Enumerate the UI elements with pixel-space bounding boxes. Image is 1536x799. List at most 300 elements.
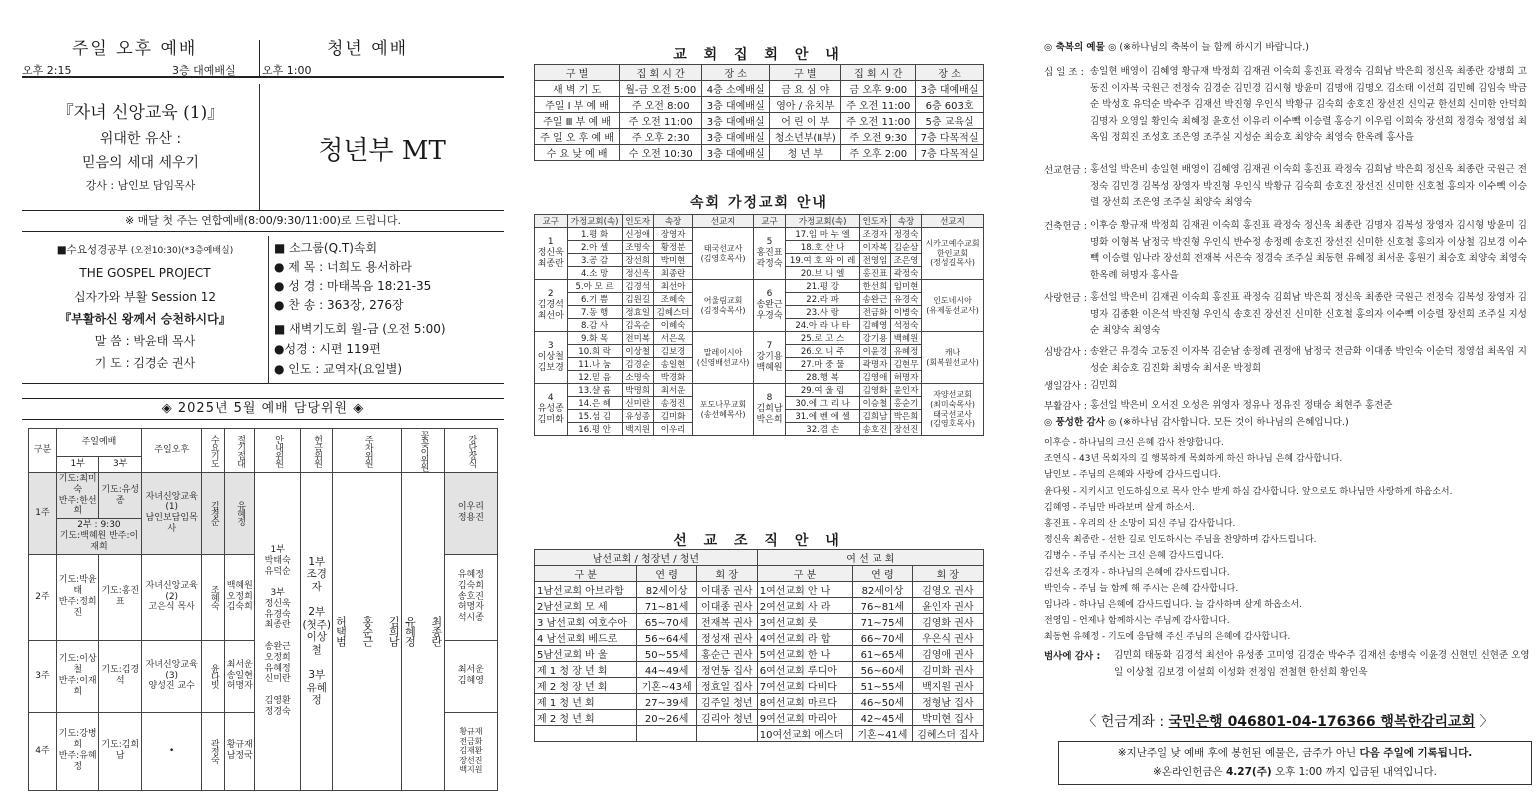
org-cell: 박미현 집사 bbox=[912, 710, 983, 726]
fam-head-cell: 인도자 bbox=[859, 215, 890, 228]
w4-p3: 기도:김희남 bbox=[99, 712, 142, 790]
org-cell: 20~26세 bbox=[637, 710, 696, 726]
org-head-right: 여 선 교 회 bbox=[757, 550, 983, 566]
flower-all: 최종란 유혜정 bbox=[403, 616, 443, 647]
meet-row bbox=[535, 145, 984, 161]
fam-cell: 강기용 bbox=[859, 332, 890, 345]
meet-cell: 5층 교육실 bbox=[916, 113, 984, 129]
thanks-item: 임나라 - 하나님 은혜에 감사드립니다. 늘 감사하며 살게 하옵소서. bbox=[1044, 600, 1302, 611]
fam-cell: 5.아 모 르 bbox=[567, 280, 622, 293]
w3-lect: 최서운 김혜영 bbox=[444, 640, 497, 712]
meet-cell: 4층 소예배실 bbox=[702, 81, 770, 97]
fam-cell: 김현무 bbox=[891, 358, 922, 371]
org-cell: 정형남 집사 bbox=[912, 694, 983, 710]
org-cell: 56~64세 bbox=[637, 630, 696, 646]
guide-all: 1부 박태숙 유덕순 3부 정신욱 유경숙 최종란 송완근 오정희 유혜정 신미란 김영환 정경숙 bbox=[255, 473, 301, 791]
fam-mission-right: 인도네시아 (유제동선교사) bbox=[922, 280, 984, 332]
fam-cell: 11.나 눔 bbox=[567, 358, 622, 371]
fam-head-cell: 속장 bbox=[653, 215, 693, 228]
meet-cell: 주 오전 11:00 bbox=[841, 97, 916, 113]
org-sub-head: 구 분 bbox=[535, 566, 637, 582]
fam-cell: 3.공 감 bbox=[567, 254, 622, 267]
fam-district-right: 6 송완근 우경숙 bbox=[753, 280, 786, 332]
org-cell: 이대종 권사 bbox=[696, 582, 757, 598]
fam-cell: 18.호 산 나 bbox=[786, 241, 860, 254]
meet-head-cell: 장 소 bbox=[916, 65, 984, 81]
meet-cell: 수 오전 10:30 bbox=[620, 145, 702, 161]
fam-cell: 전미복 bbox=[622, 332, 653, 345]
weekday-names: 김민희 태동화 김경석 최선아 유성종 고미영 김경순 박수주 김재선 송병숙 이윤경 신현민 신현준 오영일 이상철 김보경 이설희 이성화 전정임 전철현 한선희 황인욱 bbox=[1114, 650, 1530, 678]
org-cell: 71~81세 bbox=[637, 598, 696, 614]
thanks-title: ◎ 풍성한 감사 ◎ bbox=[1044, 417, 1117, 428]
meet-cell: 영아 / 유치부 bbox=[770, 97, 841, 113]
org-cell: 백지원 권사 bbox=[912, 678, 983, 694]
org-cell: 65~70세 bbox=[637, 614, 696, 630]
org-cell: 윤인자 권사 bbox=[912, 598, 983, 614]
fam-cell: 6.기 쁨 bbox=[567, 293, 622, 306]
fam-cell: 장영자 bbox=[653, 228, 693, 241]
thanks-item: 김병수 - 주님 주시는 크신 은혜 감사드립니다. bbox=[1044, 551, 1224, 562]
fam-cell: 최종란 bbox=[653, 267, 693, 280]
head-pm: 주일오후 bbox=[141, 429, 201, 473]
head-lect: 강단장식 bbox=[466, 434, 477, 467]
fam-cell: 곽명자 bbox=[859, 358, 890, 371]
fam-cell: 김경석 bbox=[622, 280, 653, 293]
fam-head-cell: 가정교회(속) bbox=[567, 215, 622, 228]
w3-wed: 윤다빗 bbox=[208, 664, 219, 689]
org-title: 선 교 조 직 안 내 bbox=[673, 533, 845, 549]
build-label: 건축헌금 : bbox=[1044, 221, 1087, 232]
thanks-item: 윤다윗 - 지키시고 인도하심으로 목사 안수 받게 하심 감사합니다. 앞으로도 하나님만 사랑하게 하옵소서. bbox=[1044, 486, 1453, 497]
fam-head-cell: 선교지 bbox=[693, 215, 753, 228]
meet-head-cell: 구 별 bbox=[770, 65, 841, 81]
org-cell: 기혼~43세 bbox=[637, 678, 696, 694]
meet-cell: 청소년부(Ⅱ부) bbox=[770, 129, 841, 145]
w2-p3: 기도:홍진표 bbox=[99, 554, 142, 640]
meeting-title: 교 회 집 회 안 내 bbox=[673, 47, 845, 63]
org-cell: 김영애 권사 bbox=[912, 646, 983, 662]
love-label: 사랑헌금 : bbox=[1044, 293, 1087, 304]
dawn-title: ■ 새벽기도회 월-금 (오전 5:00) bbox=[274, 322, 446, 336]
meet-cell: 주 오전 11:00 bbox=[841, 113, 916, 129]
org-cell: 김주일 청년 bbox=[696, 694, 757, 710]
meet-cell: 주 오전 11:00 bbox=[620, 113, 702, 129]
fam-cell: 김옥순 bbox=[622, 319, 653, 332]
org-cell: 44~49세 bbox=[637, 662, 696, 678]
org-cell: 기혼~41세 bbox=[853, 726, 912, 742]
org-row bbox=[535, 662, 984, 678]
thanks-item: 이후승 - 하나님의 크신 은혜 감사 찬양합니다. bbox=[1044, 438, 1224, 448]
thanks-item: 최동현 유혜정 - 기도에 응답해 주신 주님의 은혜에 감사합니다. bbox=[1044, 632, 1291, 643]
org-cell: 5여선교회 한 나 bbox=[757, 646, 852, 662]
org-row bbox=[535, 614, 984, 630]
head-host: 주차위원 bbox=[362, 434, 373, 467]
box2b: 4.27(주) bbox=[1226, 766, 1272, 778]
org-cell: 1남선교회 아브라함 bbox=[535, 582, 637, 598]
fam-cell: 28.행 복 bbox=[786, 371, 860, 384]
fam-cell: 이승철 bbox=[859, 397, 890, 410]
fam-cell: 백지원 bbox=[622, 423, 653, 436]
fam-cell: 김영화 bbox=[859, 384, 890, 397]
fam-district-left: 1 정신욱 최종란 bbox=[535, 228, 568, 280]
fam-cell: 16.평 안 bbox=[567, 423, 622, 436]
org-cell: 전재복 권사 bbox=[696, 614, 757, 630]
fam-cell: 22.라 파 bbox=[786, 293, 860, 306]
w4-jeol: 황규재 남정국 bbox=[225, 712, 255, 790]
meet-head-cell: 장 소 bbox=[702, 65, 770, 81]
w2-wed: 조혜숙 bbox=[208, 585, 219, 610]
thanks-item: 조연식 - 43년 목회자의 길 행복하게 목회하게 하신 하나님 은혜 감사합니다. bbox=[1044, 454, 1343, 465]
fam-district-left: 3 이상철 김보경 bbox=[535, 332, 568, 384]
fam-cell: 홍순기 bbox=[891, 397, 922, 410]
meet-cell: 7층 다목적실 bbox=[916, 145, 984, 161]
fam-cell: 2.아 셀 bbox=[567, 241, 622, 254]
thanks-item: 김혜영 - 주님만 바라보며 살게 하소서. bbox=[1044, 502, 1195, 513]
sermon-speaker: 강사 : 남인보 담임목사 bbox=[85, 179, 196, 192]
pm-time: 오후 2:15 bbox=[22, 64, 72, 77]
fam-head-cell: 선교지 bbox=[922, 215, 984, 228]
fam-cell: 12.믿 음 bbox=[567, 371, 622, 384]
org-row bbox=[535, 582, 984, 598]
fam-row bbox=[535, 332, 984, 345]
org-sub-head: 회 장 bbox=[696, 566, 757, 582]
org-cell: 김미화 권사 bbox=[912, 662, 983, 678]
fam-cell: 김원길 bbox=[622, 293, 653, 306]
notice-box bbox=[1058, 741, 1532, 785]
w3-pm: 자녀신앙교육 (3) 양성진 교수 bbox=[141, 640, 201, 712]
fam-mission-right: 캐나 (회복원선교사) bbox=[922, 332, 984, 384]
fam-cell: 최서운 bbox=[653, 384, 693, 397]
meet-cell: 어 린 이 부 bbox=[770, 113, 841, 129]
wed-line2: 십자가와 부활 Session 12 bbox=[73, 290, 217, 304]
tithe-names: 송일현 배영이 김혜영 황규재 박정희 김재권 이숙희 홍진표 곽정숙 김희남 박은희 정신욱 최종란 강병희 고동진 이자복 국원근 전정숙 김경순 김민경 김시형 방윤미 김명애 김명오 김소태 이선희 김민혜 김임숙 박금순 박성호 유덕순 박수주 김재선 박진형 우인식 박황규 김숙희 송호진 장선진 신익균 한선희 신미한 안덕희 김명자 오영일 황인숙 최혜정 윤호선 이유리 이수빽 이승렬 홍승기 이우림 이희숙 장선희 정경숙 정영섭 최옥임 정희진 조성호 조은영 조주실 지성순 최승호 최양숙 최영숙 한옥례 홍사을 bbox=[1090, 66, 1527, 143]
fam-cell: 10.희 락 bbox=[567, 345, 622, 358]
thanks-item: 정신욱 최종란 - 선한 길로 인도하시는 주님을 찬양하며 감사드립니다. bbox=[1044, 535, 1317, 546]
w2-pm: 자녀신앙교육 (2) 고은식 목사 bbox=[141, 554, 201, 640]
fam-mission-right: 자양선교회 (최미숙목사) 태국선교사 (김영호목사) bbox=[922, 384, 984, 436]
meet-cell: 7층 다목적실 bbox=[916, 129, 984, 145]
meet-cell: 금 오후 9:00 bbox=[841, 81, 916, 97]
thanks-item: 김선옥 조경자 - 하나님의 은혜에 감사드립니다. bbox=[1044, 567, 1230, 578]
meet-cell: 3층 대예배실 bbox=[702, 113, 770, 129]
org-cell: 1여선교회 안 나 bbox=[757, 582, 852, 598]
meet-cell: 주 오전 8:00 bbox=[620, 97, 702, 113]
w2-lect: 유혜정 김숙희 송호진 허명자 석시종 bbox=[444, 554, 497, 640]
left-panel bbox=[0, 0, 520, 799]
thanks-item: 남인보 - 주님의 은혜와 사랑에 감사드립니다. bbox=[1044, 470, 1221, 481]
fam-cell: 한선희 bbox=[859, 280, 890, 293]
w3-jeol: 최서운 송일현 허명자 bbox=[225, 640, 255, 712]
org-cell: 정성재 권사 bbox=[696, 630, 757, 646]
org-cell: 10여선교회 에스더 bbox=[757, 726, 852, 742]
fam-cell: 30.에 그 리 나 bbox=[786, 397, 860, 410]
fam-cell: 박경화 bbox=[653, 371, 693, 384]
dawn-line2: ● 인도 : 교역자(요일별) bbox=[274, 362, 403, 376]
meet-row bbox=[535, 113, 984, 129]
head-gubun: 구분 bbox=[29, 429, 57, 473]
thanks-note: (※하나님 감사합니다. 모든 것이 하나님의 은혜입니다.) bbox=[1119, 417, 1349, 428]
fam-cell: 김영애 bbox=[859, 371, 890, 384]
fam-cell: 전금화 bbox=[859, 306, 890, 319]
w4-wed: 곽정숙 bbox=[208, 739, 219, 764]
qt-title: ■ 소그룹(Q.T)속회 bbox=[274, 241, 378, 255]
head-p1: 1부 bbox=[56, 457, 99, 473]
fam-mission-left: 포도나무교회 (송선혜목사) bbox=[693, 384, 753, 436]
family-table bbox=[534, 214, 984, 436]
fam-cell: 이우리 bbox=[653, 423, 693, 436]
meet-cell: 주 오후 2:30 bbox=[620, 129, 702, 145]
org-cell: 46~50세 bbox=[853, 694, 912, 710]
meet-head-cell: 집 회 시 간 bbox=[620, 65, 702, 81]
w1-wed: 김경순 bbox=[208, 501, 219, 526]
fam-head-cell: 교구 bbox=[753, 215, 786, 228]
wed-line4: 말 씀 : 박윤태 목사 bbox=[94, 334, 196, 348]
meet-cell: 월-금 오전 5:00 bbox=[620, 81, 702, 97]
visit-label: 심방감사 : bbox=[1044, 347, 1087, 358]
org-row bbox=[535, 630, 984, 646]
org-row bbox=[535, 710, 984, 726]
org-cell: 76~81세 bbox=[853, 598, 912, 614]
meet-cell: 주일 I 부 예 배 bbox=[535, 97, 620, 113]
org-cell: 51~55세 bbox=[853, 678, 912, 694]
meet-cell: 주일 Ⅲ 부 예 배 bbox=[535, 113, 620, 129]
org-cell: 82세이상 bbox=[853, 582, 912, 598]
fam-cell: 신미란 bbox=[622, 397, 653, 410]
fam-cell: 27.마 중 물 bbox=[786, 358, 860, 371]
fam-cell: 20.브 니 엘 bbox=[786, 267, 860, 280]
love-names: 홍선일 박은비 김재권 이숙희 홍진표 곽정숙 김희남 박은희 정신욱 최종란 국원근 전정숙 김복성 장영자 김명자 김종환 이은석 박진형 우인식 송호진 장선진 신미한 신호철 홍의자 이수빽 이승렬 장선희 조주실 지성순 최양숙 최영숙 bbox=[1090, 292, 1527, 336]
fam-cell: 김혜스더 bbox=[653, 306, 693, 319]
account-number: 국민은행 046801-04-176366 행복한감리교회 bbox=[1168, 714, 1476, 730]
fam-cell: 김미화 bbox=[653, 410, 693, 423]
fam-cell: 7.동 행 bbox=[567, 306, 622, 319]
fam-cell: 홍진표 bbox=[859, 267, 890, 280]
org-row bbox=[535, 646, 984, 662]
fam-head-cell: 가정교회(속) bbox=[786, 215, 860, 228]
org-cell bbox=[696, 726, 757, 742]
fam-mission-left: 태국선교사 (김영호목사) bbox=[693, 228, 753, 280]
meet-head-cell: 집 회 시 간 bbox=[841, 65, 916, 81]
w2-p1: 기도:박윤태 반주:정희진 bbox=[56, 554, 99, 640]
meet-cell: 청 년 부 bbox=[770, 145, 841, 161]
fam-cell: 곽정숙 bbox=[891, 267, 922, 280]
duty-title: ◈ 2025년 5월 예배 담당위원 ◈ bbox=[22, 398, 504, 420]
org-cell: 56~60세 bbox=[853, 662, 912, 678]
fam-cell: 유성종 bbox=[622, 410, 653, 423]
fam-cell: 허명자 bbox=[891, 371, 922, 384]
fam-cell: 정효일 bbox=[622, 306, 653, 319]
org-cell: 제 1 청 장 년 회 bbox=[535, 662, 637, 678]
org-cell bbox=[535, 726, 637, 742]
pm-service-title: 주일 오후 예배 bbox=[72, 39, 198, 59]
offer-all: 1부 조경자 2부 (첫주) 이상철 3부 유혜정 bbox=[301, 473, 333, 791]
fam-cell: 황정분 bbox=[653, 241, 693, 254]
mission-label: 선교헌금 : bbox=[1044, 165, 1087, 176]
org-cell: 제 1 청 년 회 bbox=[535, 694, 637, 710]
w1-p2: 2부 : 9:30 기도:백혜원 반주:이재희 bbox=[56, 519, 141, 554]
org-cell: 우은식 권사 bbox=[912, 630, 983, 646]
org-cell: 김영오 권사 bbox=[912, 582, 983, 598]
week-4: 4주 bbox=[29, 712, 57, 790]
qt-line2: ● 성 경 : 마태복음 18:21-35 bbox=[274, 279, 432, 293]
fam-cell: 송완근 bbox=[859, 293, 890, 306]
org-cell: 3여선교회 룻 bbox=[757, 614, 852, 630]
fam-cell: 24.아 라 나 타 bbox=[786, 319, 860, 332]
fam-cell: 장선진 bbox=[891, 423, 922, 436]
fam-cell: 박은희 bbox=[891, 410, 922, 423]
meet-row bbox=[535, 97, 984, 113]
bless-title: ◎ 축복의 예물 ◎ bbox=[1044, 42, 1117, 53]
fam-cell: 최선아 bbox=[653, 280, 693, 293]
fam-cell: 김혜영 bbox=[859, 319, 890, 332]
fam-cell: 정경숙 bbox=[891, 228, 922, 241]
org-cell: 정연동 집사 bbox=[696, 662, 757, 678]
meet-head-cell: 구 별 bbox=[535, 65, 620, 81]
account-post: 〉 bbox=[1475, 714, 1494, 730]
easter-label: 부활감사 : bbox=[1044, 401, 1087, 412]
fam-cell: 13.샬 롬 bbox=[567, 384, 622, 397]
fam-cell: 송일현 bbox=[653, 358, 693, 371]
fam-cell: 김희남 bbox=[859, 410, 890, 423]
fam-cell: 소명숙 bbox=[622, 371, 653, 384]
org-row bbox=[535, 678, 984, 694]
fam-cell: 서은옥 bbox=[653, 332, 693, 345]
meet-cell: 3층 대예배실 bbox=[702, 129, 770, 145]
org-sub-head: 연 령 bbox=[853, 566, 912, 582]
fam-cell: 15.섬 김 bbox=[567, 410, 622, 423]
org-cell: 홍순근 권사 bbox=[696, 646, 757, 662]
org-cell: 27~39세 bbox=[637, 694, 696, 710]
fam-cell: 김순삼 bbox=[891, 241, 922, 254]
fam-head-cell: 교구 bbox=[535, 215, 568, 228]
sermon-sub1: 위대한 유산 : bbox=[99, 131, 182, 147]
fam-district-right: 8 김희남 박은희 bbox=[753, 384, 786, 436]
wed-line3: 『부활하신 왕께서 승천하시다』 bbox=[59, 312, 231, 326]
fam-cell: 이상철 bbox=[622, 345, 653, 358]
head-offer: 헌금위원 bbox=[312, 434, 323, 467]
org-cell: 정효일 집사 bbox=[696, 678, 757, 694]
fam-cell: 장선희 bbox=[622, 254, 653, 267]
w1-p3: 기도:유성종 bbox=[99, 473, 142, 519]
org-cell: 제 2 청 년 회 bbox=[535, 710, 637, 726]
fam-cell: 석정숙 bbox=[891, 319, 922, 332]
week-2: 2주 bbox=[29, 554, 57, 640]
build-names: 이후승 황규재 박정희 김재권 이숙희 홍진표 곽정숙 정신욱 최종란 김명자 김복성 장영자 김시형 방윤미 김명화 이형복 남정국 박진형 우인식 반수정 송정례 송호진 장선진 신미한 신호철 홍의자 이상철 김보경 이수빽 이승렬 임나라 장선희 전재복 서은숙 정경숙 조주실 최동현 유혜정 최서운 홍원기 최승호 최양숙 최영숙 한옥례 허명자 홍사을 bbox=[1090, 220, 1527, 281]
bday-names: 김민희 bbox=[1090, 380, 1118, 391]
fam-cell: 정신욱 bbox=[622, 267, 653, 280]
meet-cell: 금 요 심 야 bbox=[770, 81, 841, 97]
dawn-line1: ●성경 : 시편 119편 bbox=[274, 342, 381, 356]
qt-line1: ● 제 목 : 너희도 용서하라 bbox=[274, 260, 412, 274]
meet-cell: 3층 대예배실 bbox=[702, 145, 770, 161]
w4-p1: 기도:강병희 반주:유혜정 bbox=[56, 712, 99, 790]
org-cell: 6여선교회 루디아 bbox=[757, 662, 852, 678]
sermon-title: 『자녀 신앙교육 (1)』 bbox=[56, 103, 225, 123]
fam-cell: 14.은 혜 bbox=[567, 397, 622, 410]
thanks-item: 홍진표 - 우리의 산 소망이 되신 주님 감사합니다. bbox=[1044, 519, 1236, 530]
org-cell: 8여선교회 마르다 bbox=[757, 694, 852, 710]
org-cell: 42~45세 bbox=[853, 710, 912, 726]
fam-cell: 25.로 고 스 bbox=[786, 332, 860, 345]
fam-cell: 32.겸 손 bbox=[786, 423, 860, 436]
w3-p1: 기도:이상철 반주:이재희 bbox=[56, 640, 99, 712]
meeting-table bbox=[534, 64, 984, 161]
fam-mission-left: 말레이시아 (신영배선교사) bbox=[693, 332, 753, 384]
box1b: 다음 주일에 기록됩니다. bbox=[1359, 747, 1473, 759]
meet-cell: 새 벽 기 도 bbox=[535, 81, 620, 97]
fam-mission-left: 어울림교회 (김정숙목사) bbox=[693, 280, 753, 332]
notice-bar: ※ 매달 첫 주는 연합예배(8:00/9:30/11:00)로 드립니다. bbox=[22, 210, 504, 232]
account-pre: 〈 헌금계좌 : bbox=[1082, 714, 1169, 730]
fam-cell: 26.오 니 주 bbox=[786, 345, 860, 358]
wed-time: (오전10:30)(*3층예배실) bbox=[130, 246, 234, 256]
org-cell bbox=[637, 726, 696, 742]
org-cell: 김영화 권사 bbox=[912, 614, 983, 630]
fam-cell: 박명희 bbox=[622, 384, 653, 397]
box1: ※지난주일 낮 예배 후에 봉헌된 예물은, 금주가 아닌 bbox=[1117, 747, 1360, 759]
account-line bbox=[1040, 711, 1536, 731]
fam-cell: 조경자 bbox=[859, 228, 890, 241]
week-3: 3주 bbox=[29, 640, 57, 712]
fam-district-left: 2 김경석 최선아 bbox=[535, 280, 568, 332]
meet-cell: 3층 대예배실 bbox=[916, 81, 984, 97]
org-cell: 5남선교회 바 울 bbox=[535, 646, 637, 662]
wed-line5: 기 도 : 김경순 권사 bbox=[94, 356, 196, 370]
thanks-list bbox=[1044, 435, 1532, 646]
fam-cell: 조은영 bbox=[891, 254, 922, 267]
org-cell: 61~65세 bbox=[853, 646, 912, 662]
w1-lect: 이우리 정용진 bbox=[444, 473, 497, 555]
fam-cell: 백혜원 bbox=[891, 332, 922, 345]
fam-cell: 송호진 bbox=[859, 423, 890, 436]
fam-cell: 19.여 호 와 이 레 bbox=[786, 254, 860, 267]
wed-line1: THE GOSPEL PROJECT bbox=[79, 266, 211, 280]
head-flower: 꽃꽂이위원 bbox=[418, 430, 429, 471]
box2c: 오후 1:00 까지 입금된 내역입니다. bbox=[1271, 766, 1437, 778]
visit-names: 송완근 유경숙 고동진 이자복 김순남 송정례 권정애 남정국 전금화 이대종 박인숙 이순덕 정영섭 최옥임 지성순 최승호 김진화 최명숙 최서운 박정희 bbox=[1090, 346, 1527, 374]
youth-event: 청년부 MT bbox=[318, 136, 446, 166]
org-cell: 7여선교회 다비다 bbox=[757, 678, 852, 694]
host-all: 김희남 홍순근 허택범 bbox=[334, 616, 401, 647]
qt-line3: ● 찬 송 : 363장, 276장 bbox=[274, 298, 404, 312]
head-guide: 안내위원 bbox=[273, 434, 284, 467]
week-1: 1주 bbox=[29, 473, 57, 555]
org-cell: 2남선교회 모 세 bbox=[535, 598, 637, 614]
meet-cell: 3층 대예배실 bbox=[702, 97, 770, 113]
org-sub-head: 연 령 bbox=[637, 566, 696, 582]
fam-cell: 임미현 bbox=[891, 280, 922, 293]
meet-row bbox=[535, 129, 984, 145]
fam-cell: 유경숙 bbox=[891, 293, 922, 306]
org-cell: 김리아 청년 bbox=[696, 710, 757, 726]
fam-cell: 21.평 강 bbox=[786, 280, 860, 293]
fam-cell: 박미현 bbox=[653, 254, 693, 267]
w1-p1: 기도:최미숙 반주:한선희 bbox=[56, 473, 99, 519]
wed-title: ■수요성경공부 bbox=[56, 244, 128, 256]
thanks-item: 박인숙 - 주님 늘 함께 해 주시는 은혜 감사합니다. bbox=[1044, 583, 1239, 594]
easter-names: 홍선일 박은비 오서진 오성은 위영자 정유나 정유진 정태승 최현주 홍전준 bbox=[1090, 400, 1393, 411]
org-cell: 4 남선교회 베드로 bbox=[535, 630, 637, 646]
fam-cell: 29.여 울 림 bbox=[786, 384, 860, 397]
meet-cell: 수 요 낮 예 배 bbox=[535, 145, 620, 161]
box2: ※온라인헌금은 bbox=[1153, 766, 1226, 778]
fam-cell: 이혜숙 bbox=[653, 319, 693, 332]
middle-panel bbox=[528, 0, 990, 799]
sermon-sub2: 믿음의 세대 세우기 bbox=[81, 155, 200, 171]
tithe-label: 십 일 조 : bbox=[1044, 67, 1084, 78]
thanks-item: 전영임 - 언제나 함께하시는 주님께 감사합니다. bbox=[1044, 616, 1230, 627]
w4-lect: 황규재 전금화 김재환 장선진 백지원 bbox=[444, 712, 497, 790]
